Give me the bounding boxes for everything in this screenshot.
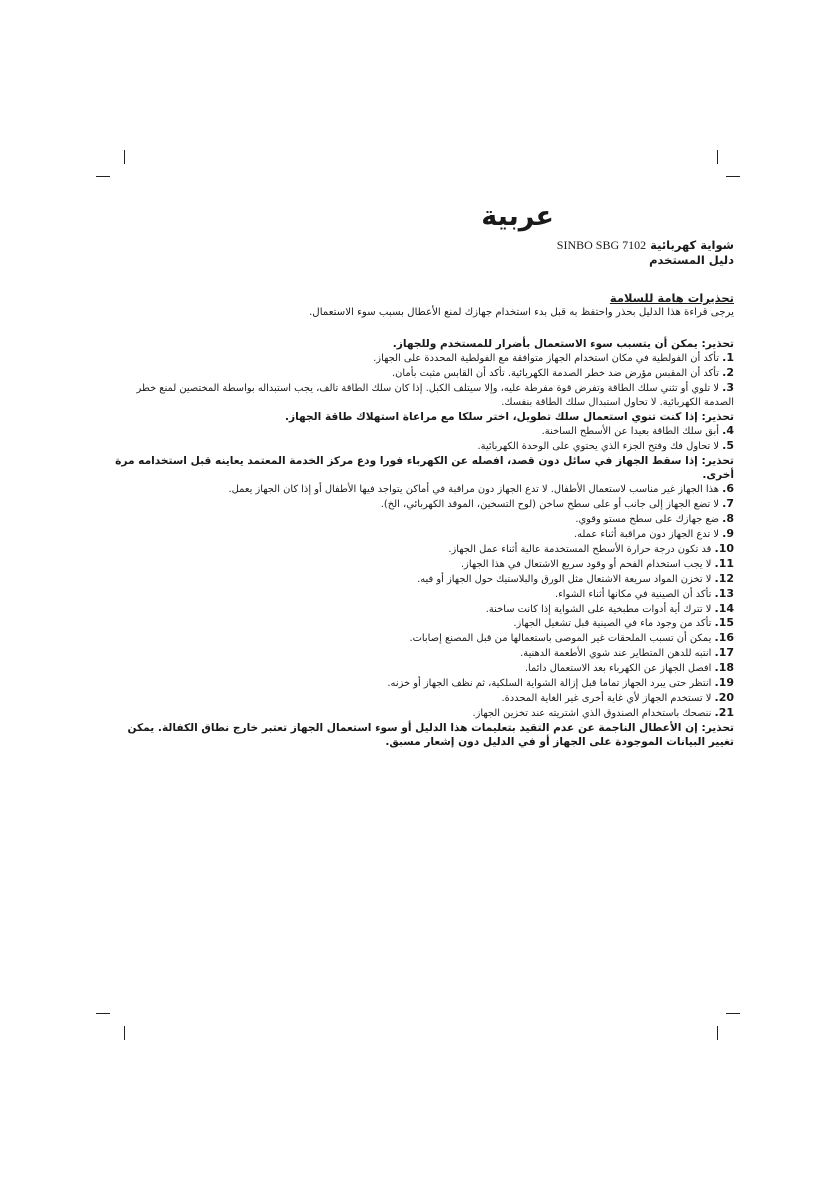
list-item bbox=[106, 424, 734, 439]
item-text: تأكد أن الصينية في مكانها أثناء الشواء. bbox=[555, 588, 712, 600]
product-name bbox=[106, 238, 734, 253]
item-number: 14. bbox=[714, 601, 734, 615]
warning-text: تحذير: إذا كنت تنوي استعمال سلك تطويل، اختر سلكا مع مراعاة استهلاك طاقة الجهاز. bbox=[284, 410, 734, 423]
item-number: 12. bbox=[714, 571, 734, 585]
list-item bbox=[106, 676, 734, 691]
list-item bbox=[106, 381, 734, 410]
crop-mark bbox=[96, 176, 110, 177]
item-text: يمكن أن تسبب الملحقات غير الموصى باستعمالها من قبل المصنع إصابات. bbox=[409, 633, 712, 645]
item-text: لا تخزن المواد سريعة الاشتعال مثل الورق والبلاستيك حول الجهاز أو فيه. bbox=[417, 573, 712, 585]
crop-mark bbox=[726, 176, 740, 177]
item-text: لا تترك أية أدوات مطبخية على الشواية إذا كانت ساخنة. bbox=[485, 603, 712, 615]
item-number: 10. bbox=[714, 541, 734, 555]
item-text: افصل الجهاز عن الكهرباء بعد الاستعمال دائما. bbox=[524, 663, 712, 675]
item-text: ننصحك باستخدام الصندوق الذي اشتريته عند تخزين الجهاز. bbox=[472, 707, 712, 719]
list-item bbox=[106, 587, 734, 602]
item-text: أبق سلك الطاقة بعيدا عن الأسطح الساخنة. bbox=[541, 426, 720, 438]
crop-mark bbox=[96, 1013, 110, 1014]
final-warning: تحذير: إن الأعطال الناجمة عن عدم التقيد بتعليمات هذا الدليل أو سوء استعمال الجهاز تعتبر خارج نطاق الكفالة. يمكن تغيير البيانات الموجودة على الجهاز أو في الدليل دون إشعار مسبق. bbox=[127, 721, 734, 749]
item-number: 21. bbox=[714, 705, 734, 719]
manual-subtitle: دليل المستخدم bbox=[649, 253, 734, 267]
safety-heading: تحذيرات هامة للسلامة bbox=[609, 291, 734, 305]
item-text: هذا الجهاز غير مناسب لاستعمال الأطفال. لا تدع الجهاز دون مراقبة في أماكن يتواجد فيها الأطفال أو إذا كان الجهاز يعمل. bbox=[228, 484, 720, 496]
crop-mark bbox=[726, 1013, 740, 1014]
list-item bbox=[106, 542, 734, 557]
list-item bbox=[106, 497, 734, 512]
item-text: تأكد من وجود ماء في الصينية قبل تشغيل الجهاز. bbox=[513, 618, 712, 630]
item-number: 16. bbox=[714, 631, 734, 645]
list-item bbox=[106, 661, 734, 676]
language-title: عربية bbox=[481, 201, 554, 232]
crop-mark bbox=[124, 150, 125, 164]
list-item bbox=[106, 482, 734, 497]
product-name-ar: شواية كهربائية bbox=[650, 238, 734, 252]
list-item bbox=[106, 527, 734, 542]
item-text: انتبه للدهن المتطاير عند شوي الأطعمة الدهنية. bbox=[520, 648, 712, 660]
item-number: 17. bbox=[714, 646, 734, 660]
item-number: 6. bbox=[722, 482, 734, 496]
list-item bbox=[106, 439, 734, 454]
item-text: لا تستخدم الجهاز لأي غاية أخرى غير الغاية المحددة. bbox=[501, 692, 712, 704]
item-text: ضع جهازك على سطح مستو وقوي. bbox=[575, 514, 720, 526]
item-text: انتظر حتى يبرد الجهاز تماما قبل إزالة الشواية السلكية، ثم نظف الجهاز أو خزنه. bbox=[387, 678, 712, 690]
item-number: 15. bbox=[714, 616, 734, 630]
safety-intro: يرجى قراءة هذا الدليل بحذر واحتفظ به قبل بدء استخدام جهازك لمنع الأعطال بسبب سوء الاستعمال. bbox=[309, 307, 734, 318]
item-number: 13. bbox=[714, 586, 734, 600]
crop-mark bbox=[124, 1026, 125, 1040]
crop-mark bbox=[717, 150, 718, 164]
list-item bbox=[106, 351, 734, 366]
manual-page bbox=[106, 200, 734, 750]
item-number: 19. bbox=[714, 676, 734, 690]
list-item bbox=[106, 512, 734, 527]
list-item bbox=[106, 366, 734, 381]
item-number: 1. bbox=[722, 351, 734, 365]
item-number: 5. bbox=[722, 438, 734, 452]
safety-blocks bbox=[106, 337, 734, 721]
item-text: لا تدع الجهاز دون مراقبة أثناء عمله. bbox=[573, 528, 720, 540]
list-item bbox=[106, 631, 734, 646]
item-number: 7. bbox=[722, 497, 734, 511]
warning-text: تحذير: يمكن أن يتسبب سوء الاستعمال بأضرار للمستخدم وللجهاز. bbox=[392, 338, 734, 350]
item-text: لا تلوي أو تثني سلك الطاقة وتفرض قوة مفرطة عليه، وإلا سيتلف الكبل. إذا كان سلك الطاقة تالف، يجب استبداله بواسطة المختصين لمنع خطر الصدمة الكهربائية. لا تحاول استبدال سلك الطاقة بنفسك. bbox=[136, 383, 734, 408]
item-text: لا تحاول فك وفتح الجزء الذي يحتوي على الوحدة الكهربائية. bbox=[477, 440, 720, 452]
list-item bbox=[106, 691, 734, 706]
item-number: 11. bbox=[714, 556, 734, 570]
item-number: 9. bbox=[722, 526, 734, 540]
product-model: SINBO SBG 7102 bbox=[556, 238, 647, 252]
list-item bbox=[106, 572, 734, 587]
item-text: لا يجب استخدام الفحم أو وقود سريع الاشتعال في هذا الجهاز. bbox=[460, 558, 712, 570]
list-item bbox=[106, 706, 734, 721]
item-number: 3. bbox=[722, 381, 734, 395]
item-number: 8. bbox=[722, 512, 734, 526]
item-text: قد تكون درجة حرارة الأسطح المستخدمة عالية أثناء عمل الجهاز. bbox=[448, 543, 712, 555]
item-text: تأكد أن الفولطية في مكان استخدام الجهاز متوافقة مع الفولطية المحددة على الجهاز. bbox=[373, 353, 720, 365]
warning-text: تحذير: إذا سقط الجهاز في سائل دون قصد، افصله عن الكهرباء فورا ودع مركز الخدمة المعتمد يعاينه قبل استخدامه مرة أخرى. bbox=[115, 454, 734, 482]
item-number: 20. bbox=[714, 690, 734, 704]
item-number: 18. bbox=[714, 661, 734, 675]
item-text: تأكد أن المقبس مؤرض ضد خطر الصدمة الكهربائية. تأكد أن القابس مثبت بأمان. bbox=[392, 368, 720, 380]
list-item bbox=[106, 602, 734, 617]
list-item bbox=[106, 616, 734, 631]
item-text: لا تضع الجهاز إلى جانب أو على سطح ساخن (لوح التسخين، الموقد الكهربائي، الخ). bbox=[380, 499, 720, 511]
list-item bbox=[106, 646, 734, 661]
crop-mark bbox=[717, 1026, 718, 1040]
list-item bbox=[106, 557, 734, 572]
item-number: 4. bbox=[722, 424, 734, 438]
item-number: 2. bbox=[722, 366, 734, 380]
